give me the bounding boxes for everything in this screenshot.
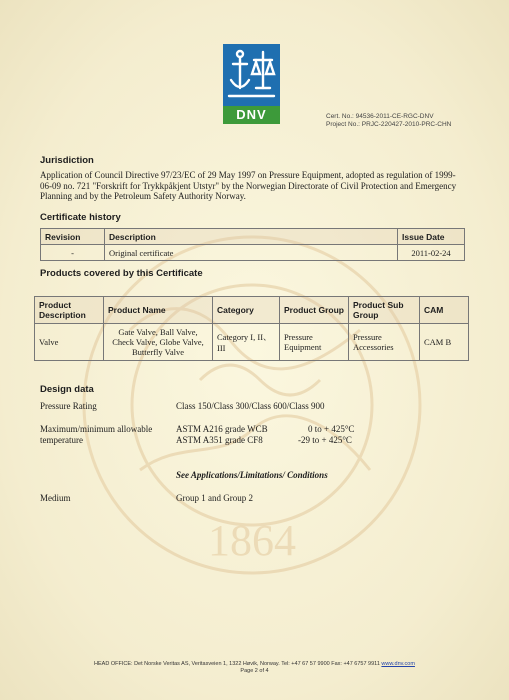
table-header-row xyxy=(41,229,465,245)
pressure-value: Class 150/Class 300/Class 600/Class 900 xyxy=(176,401,325,411)
column-header: Description xyxy=(105,229,398,245)
pressure-label: Pressure Rating xyxy=(40,401,97,411)
footer-office: HEAD OFFICE: Det Norske Veritas AS, Veritasveien 1, 1322 Høvik, Norway. Tel: +47 67 57 9900 Fax: +47 6757 9911 xyxy=(94,661,380,667)
temperature-material-2: ASTM A351 grade CF8 xyxy=(176,435,263,445)
page-footer xyxy=(0,661,509,675)
cert-numbers xyxy=(326,113,451,129)
table-cell: Original certificate xyxy=(105,245,398,261)
page-number: Page 2 of 4 xyxy=(240,668,269,674)
column-header: Issue Date xyxy=(398,229,465,245)
column-header: Product Group xyxy=(280,297,349,324)
table-cell: CAM B xyxy=(420,324,469,361)
medium-value: Group 1 and Group 2 xyxy=(176,493,253,503)
table-cell: Pressure Accessories xyxy=(349,324,420,361)
products-heading: Products covered by this Certificate xyxy=(40,268,203,279)
see-applications-note: See Applications/Limitations/ Conditions xyxy=(176,470,328,480)
column-header: Product Sub Group xyxy=(349,297,420,324)
watermark-year: 1864 xyxy=(208,516,296,565)
dnv-logo xyxy=(223,44,280,124)
temperature-material-1: ASTM A216 grade WCB xyxy=(176,424,268,434)
medium-label: Medium xyxy=(40,493,71,503)
table-row xyxy=(41,245,465,261)
column-header: Category xyxy=(213,297,280,324)
project-number: Project No.: PRJC-220427-2010-PRC-CHN xyxy=(326,121,452,128)
footer-link[interactable]: www.dnv.com xyxy=(381,661,415,667)
design-heading: Design data xyxy=(40,384,94,395)
column-header: Product Description xyxy=(35,297,104,324)
jurisdiction-text: Application of Council Directive 97/23/EC of 29 May 1997 on Pressure Equipment, adopted as regulation of 1999-06-09 no. 721 "Forskrift for Trykkpåkjent Utstyr" by the Norwegian Directorate of Civil Protection and Emergency Planning and by the Petroleum Safety Authority Norway. xyxy=(40,170,457,201)
temperature-label: Maximum/minimum allowable temperature xyxy=(40,424,153,445)
column-header: Revision xyxy=(41,229,105,245)
table-cell: Valve xyxy=(35,324,104,361)
temperature-range-2: -29 to + 425°C xyxy=(298,435,352,445)
column-header: CAM xyxy=(420,297,469,324)
table-cell: 2011-02-24 xyxy=(398,245,465,261)
table-cell: Pressure Equipment xyxy=(280,324,349,361)
temperature-range-1: 0 to + 425°C xyxy=(308,424,355,434)
footer-line xyxy=(0,661,509,668)
column-header: Product Name xyxy=(104,297,213,324)
history-table xyxy=(40,228,465,261)
logo-text: DNV xyxy=(223,106,280,124)
jurisdiction-heading: Jurisdiction xyxy=(40,155,94,166)
anchor-scales-icon xyxy=(223,44,280,106)
table-cell: Category I, II、III xyxy=(213,324,280,361)
cert-number: Cert. No.: 94536-2011-CE-RGC-DNV xyxy=(326,113,434,120)
table-cell: Gate Valve, Ball Valve, Check Valve, Globe Valve, Butterfly Valve xyxy=(104,324,213,361)
table-cell: - xyxy=(41,245,105,261)
history-heading: Certificate history xyxy=(40,212,121,223)
table-row xyxy=(35,324,469,361)
table-header-row xyxy=(35,297,469,324)
products-table xyxy=(34,296,469,361)
